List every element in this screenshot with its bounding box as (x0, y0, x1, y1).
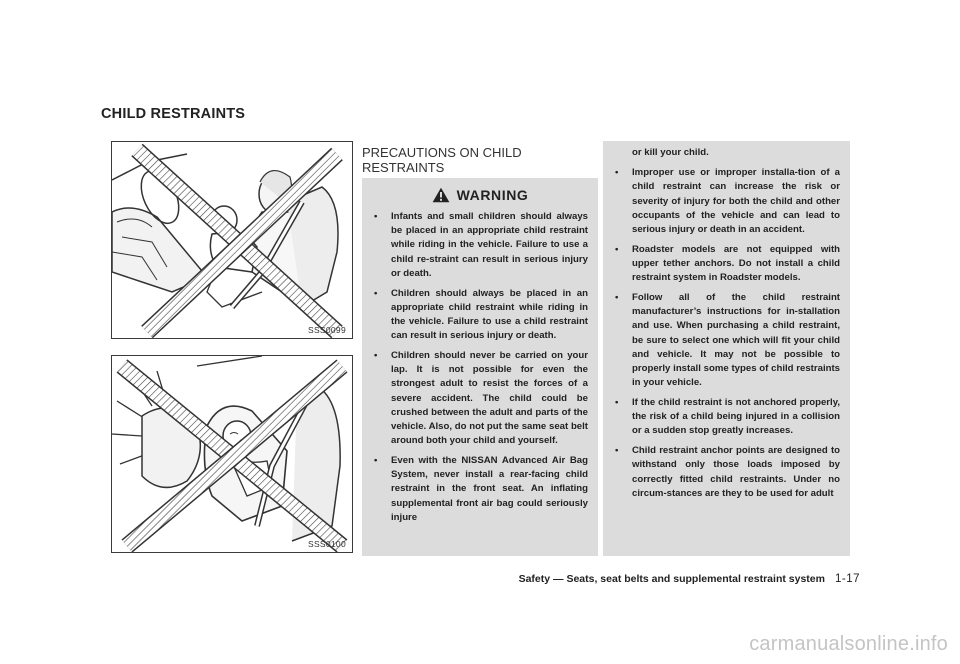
warning-item: • If the child restraint is not anchored properly, the risk of a child being injured in a collision or a sudden stop greatly increases. (632, 396, 840, 439)
figure-code: SSS0100 (307, 539, 346, 549)
warning-triangle-icon (432, 187, 450, 203)
footer-chapter: Safety — Seats, seat belts and supplemental restraint system (518, 573, 825, 585)
warning-item: • Children should always be placed in an appropriate child restraint while riding in the vehicle. Failure to use a child restraint can result in serious injury or death. (391, 287, 588, 344)
warning-list-continued (603, 166, 850, 501)
watermark: carmanualsonline.info (749, 633, 948, 655)
warning-item: • Roadster models are not equipped with upper tether anchors. Do not install a child restraint system in Roadster models. (632, 243, 840, 286)
warning-item: • Improper use or improper installa-tion of a child restraint can increase the risk or severity of injury for both the child and other occupants of the vehicle and can lead to serious injury or death in an accident. (632, 166, 840, 237)
warning-header (362, 178, 598, 208)
precautions-heading: PRECAUTIONS ON CHILD RESTRAINTS (362, 145, 522, 175)
warning-item: • Even with the NISSAN Advanced Air Bag System, never install a rear-facing child restraint in the front seat. An inflating supplemental front air bag could seriously injure (391, 454, 588, 525)
warning-title: WARNING (456, 187, 529, 203)
warning-list (362, 208, 598, 525)
page-footer (519, 573, 860, 585)
warning-box-continued (603, 141, 850, 556)
airbag-illustration (112, 356, 352, 552)
figure-code: SSS0099 (307, 325, 346, 335)
lap-illustration (112, 142, 352, 338)
warning-continuation: or kill your child. (632, 147, 709, 158)
warning-item: • Follow all of the child restraint manufacturer’s instructions for in-stallation and use. When purchasing a child restraint, be sure to select one which will fit your child and vehicle. It may not be possible to properly install some types of child restraints in your vehicle. (632, 291, 840, 390)
warning-item: • Child restraint anchor points are designed to withstand only those loads imposed by correctly fitted child restraints. Under no circum-stances are they to be used for adult (632, 444, 840, 501)
warning-item: • Infants and small children should always be placed in an appropriate child restraint while riding in the vehicle. Failure to use a child re-straint can result in serious injury or death. (391, 210, 588, 281)
figure-rear-facing-airbag (111, 355, 353, 553)
figure-child-on-lap (111, 141, 353, 339)
section-title: CHILD RESTRAINTS (101, 106, 246, 122)
warning-item: • Children should never be carried on your lap. It is not possible for even the strongest adult to resist the forces of a severe accident. The child could be crushed between the adult and parts of the vehicle. Also, do not put the same seat belt around both your child and yourself. (391, 349, 588, 448)
warning-box (362, 178, 598, 556)
page-number: 1-17 (834, 573, 860, 585)
